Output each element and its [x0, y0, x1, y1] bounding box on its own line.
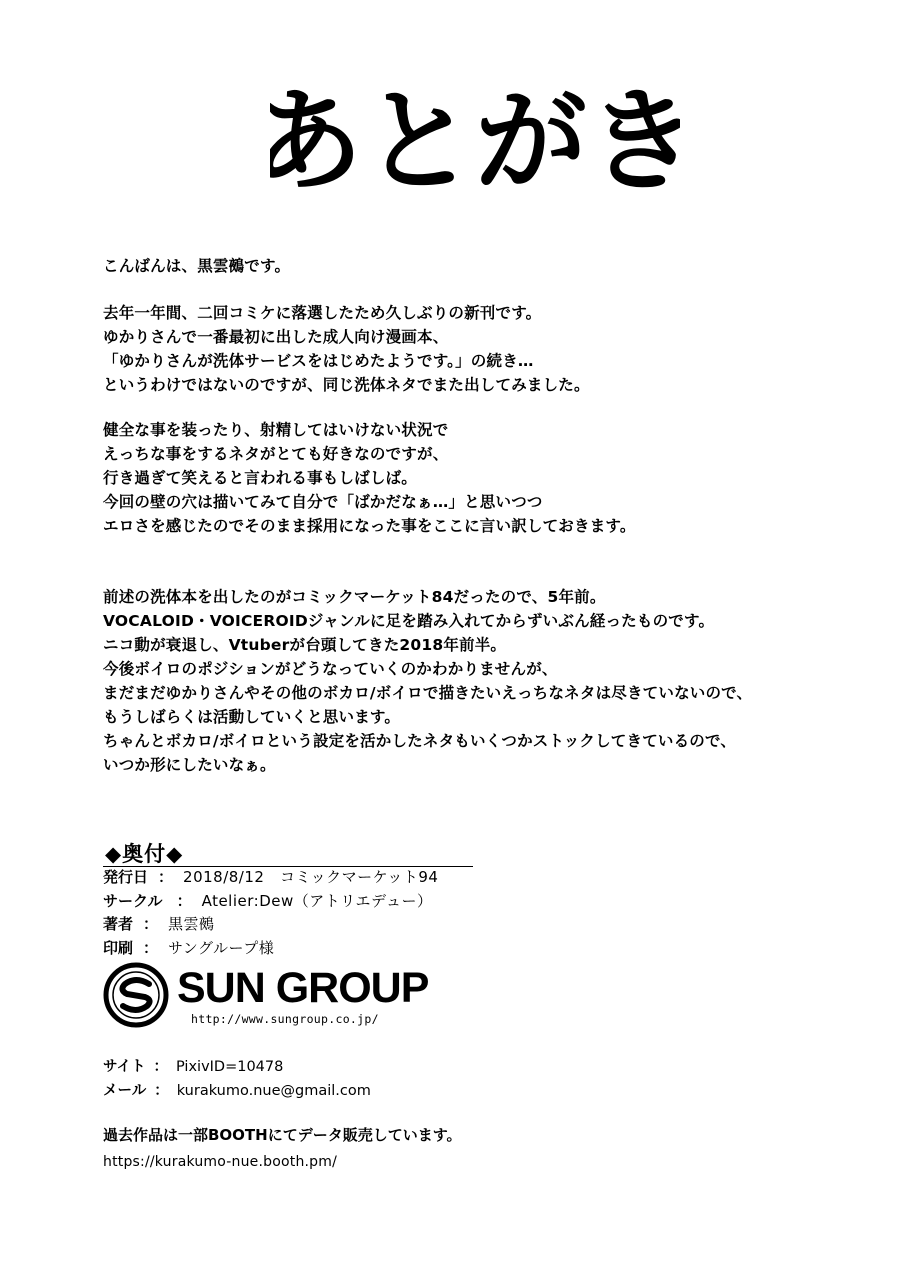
printer-logo: [103, 960, 433, 1032]
colophon-label: 発行日: [103, 868, 149, 886]
paragraph-line: こんばんは、黒雲鵺です。: [103, 257, 291, 275]
paragraph-line: もうしばらくは活動していくと思います。: [103, 708, 401, 726]
paragraph-line: まだまだゆかりさんやその他のボカロ/ボイロで描きたいえっちなネタは尽きていないので、: [103, 684, 753, 702]
colophon-label: 印刷: [103, 938, 134, 957]
printer-logo-url: http://www.sungroup.co.jp/: [191, 1012, 379, 1026]
paragraph-line: いつか形にしたいなぁ。: [103, 756, 276, 774]
contact-label: メール: [103, 1083, 147, 1099]
paragraph-line: 今後ボイロのポジションがどうなっていくのかわかりませんが、: [103, 660, 558, 678]
colophon-value: 黒雲鵺: [168, 915, 215, 933]
colophon-separator: ：: [158, 868, 174, 886]
contact-separator: ：: [154, 1083, 169, 1099]
colophon-heading: ◆奥付◆: [105, 842, 184, 866]
contact-separator: ：: [153, 1059, 168, 1075]
paragraph-new-book: [103, 301, 590, 397]
afterword-title: [270, 62, 680, 212]
colophon-label: サークル: [103, 891, 163, 910]
contact-row-site: [103, 1055, 371, 1079]
title-lettering: [270, 62, 680, 212]
colophon-row-date: [103, 866, 438, 890]
sun-group-logo-icon: [103, 962, 169, 1028]
contact-value: PixivID=10478: [176, 1059, 284, 1075]
colophon-separator: ：: [143, 915, 159, 933]
paragraph-line: 去年一年間、二回コミケに落選したため久しぶりの新刊です。: [103, 304, 542, 322]
colophon-value: 2018/8/12 コミックマーケット94: [183, 868, 439, 886]
colophon-list: [103, 866, 438, 960]
paragraph-line: 「ゆかりさんが洗体サービスをはじめたようです。」の続き…: [103, 352, 534, 370]
contact-row-mail: [103, 1079, 371, 1103]
colophon-row-printer: [103, 937, 438, 961]
colophon-label: 著者: [103, 915, 134, 933]
paragraph-line: ゆかりさんで一番最初に出した成人向け漫画本、: [103, 328, 449, 346]
contact-label: サイト: [103, 1059, 146, 1075]
paragraph-theme: [103, 418, 636, 538]
paragraph-line: VOCALOID・VOICEROIDジャンルに足を踏み入れてからずいぶん経ったものです。: [103, 612, 715, 630]
title-text: あとがき: [270, 77, 680, 207]
colophon-separator: ：: [176, 891, 192, 910]
paragraph-line: エロさを感じたのでそのまま採用になった事をここに言い訳しておきます。: [103, 517, 636, 535]
paragraph-line: 今回の壁の穴は描いてみて自分で「ばかだなぁ…」と思いつつ: [103, 493, 543, 511]
contact-list: [103, 1055, 371, 1103]
colophon-value: サングループ様: [168, 938, 275, 957]
paragraph-line: 前述の洗体本を出したのがコミックマーケット84だったので、5年前。: [103, 588, 606, 606]
past-works-text: 過去作品は一部BOOTHにてデータ販売しています。: [103, 1126, 462, 1144]
paragraph-line: ニコ動が衰退し、Vtuberが台頭してきた2018年前半。: [103, 636, 507, 654]
colophon-separator: ：: [143, 938, 159, 957]
printer-logo-name: SUN GROUP: [177, 964, 429, 1012]
paragraph-history: [103, 585, 752, 777]
paragraph-line: 健全な事を装ったり、射精してはいけない状況で: [103, 421, 449, 439]
paragraph-line: えっちな事をするネタがとても好きなのですが、: [103, 445, 449, 463]
paragraph-line: ちゃんとボカロ/ボイロという設定を活かしたネタもいくつかストックしてきているので、: [103, 732, 737, 750]
greeting-paragraph: [103, 254, 290, 278]
colophon-row-author: [103, 913, 438, 937]
paragraph-line: 行き過ぎて笑えると言われる事もしばしば。: [103, 469, 418, 487]
contact-value: kurakumo.nue@gmail.com: [176, 1083, 371, 1099]
past-works-url: https://kurakumo-nue.booth.pm/: [103, 1154, 338, 1170]
colophon-row-circle: [103, 890, 438, 914]
colophon-value: Atelier:Dew（アトリエデュー）: [201, 891, 433, 910]
paragraph-line: というわけではないのですが、同じ洗体ネタでまた出してみました。: [103, 376, 590, 394]
